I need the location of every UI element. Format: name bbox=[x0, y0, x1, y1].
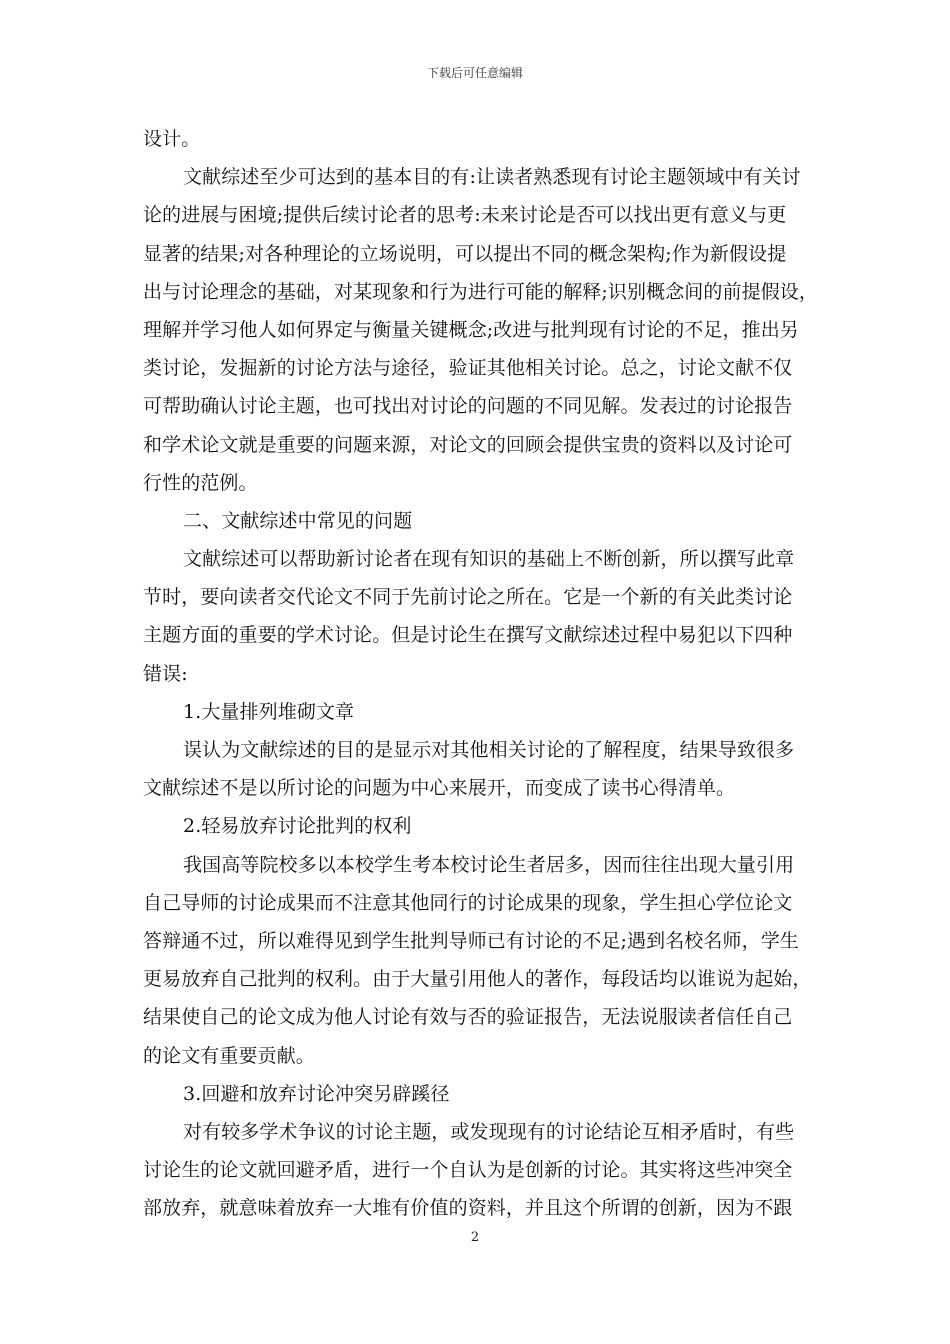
text-line: 文献综述可以帮助新讨论者在现有知识的基础上不断创新，所以撰写此章 bbox=[183, 548, 795, 571]
page-header-note: 下载后可任意编辑 bbox=[426, 66, 523, 80]
text-line: 部放弃，就意味着放弃一大堆有价值的资料，并且这个所谓的创新，因为不跟 bbox=[143, 1197, 793, 1220]
section-heading: 二、文献综述中常见的问题 bbox=[183, 509, 413, 532]
text-line: 自己导师的讨论成果而不注意其他同行的讨论成果的现象，学生担心学位论文 bbox=[143, 891, 793, 914]
text-line: 出与讨论理念的基础，对某现象和行为进行可能的解释;识别概念间的前提假设， bbox=[143, 280, 819, 303]
text-line: 设计。 bbox=[143, 128, 201, 150]
text-line: 结果使自己的论文成为他人讨论有效与否的验证报告，无法说服读者信任自己 bbox=[143, 1006, 793, 1029]
text-line: 对有较多学术争议的讨论主题，或发现现有的讨论结论互相矛盾时，有些 bbox=[183, 1120, 795, 1143]
subsection-heading: 1.大量排列堆砌文章 bbox=[183, 700, 355, 723]
text-line: 论的进展与困境;提供后续讨论者的思考:未来讨论是否可以找出更有意义与更 bbox=[143, 204, 787, 227]
text-line: 误认为文献综述的目的是显示对其他相关讨论的了解程度，结果导致很多 bbox=[183, 739, 795, 761]
body-text bbox=[143, 120, 819, 1227]
text-line: 错误: bbox=[143, 662, 188, 685]
subsection-heading: 3.回避和放弃讨论冲突另辟蹊径 bbox=[183, 1082, 450, 1105]
text-line: 类讨论，发掘新的讨论方法与途径，验证其他相关讨论。总之，讨论文献不仅 bbox=[143, 357, 793, 380]
page-number: 2 bbox=[470, 1230, 480, 1245]
text-line: 答辩通不过，所以难得见到学生批判导师已有讨论的不足;遇到名校名师，学生 bbox=[143, 929, 799, 952]
text-line: 的论文有重要贡献。 bbox=[143, 1044, 315, 1067]
text-line: 更易放弃自己批判的权利。由于大量引用他人的著作，每段话均以谁说为起始， bbox=[143, 968, 812, 991]
text-line: 行性的范例。 bbox=[143, 471, 258, 494]
text-line: 文献综述不是以所讨论的问题为中心来展开，而变成了读书心得清单。 bbox=[143, 777, 736, 800]
text-line: 和学术论文就是重要的问题来源，对论文的回顾会提供宝贵的资料以及讨论可 bbox=[143, 433, 793, 456]
subsection-heading: 2.轻易放弃讨论批判的权利 bbox=[183, 815, 412, 838]
text-line: 我国高等院校多以本校学生考本校讨论生者居多，因而往往出现大量引用 bbox=[183, 853, 795, 876]
text-line: 理解并学习他人如何界定与衡量关键概念;改进与批判现有讨论的不足，推出另 bbox=[143, 318, 799, 341]
text-line: 节时，要向读者交代论文不同于先前讨论之所在。它是一个新的有关此类讨论 bbox=[143, 586, 793, 609]
text-line: 讨论生的论文就回避矛盾，进行一个自认为是创新的讨论。其实将这些冲突全 bbox=[143, 1159, 793, 1182]
text-line: 可帮助确认讨论主题，也可找出对讨论的问题的不同见解。发表过的讨论报告 bbox=[143, 395, 793, 418]
text-line: 显著的结果;对各种理论的立场说明，可以提出不同的概念架构;作为新假设提 bbox=[143, 242, 787, 265]
text-line: 文献综述至少可达到的基本目的有:让读者熟悉现有讨论主题领域中有关讨 bbox=[183, 166, 801, 189]
text-line: 主题方面的重要的学术讨论。但是讨论生在撰写文献综述过程中易犯以下四种 bbox=[143, 624, 793, 647]
